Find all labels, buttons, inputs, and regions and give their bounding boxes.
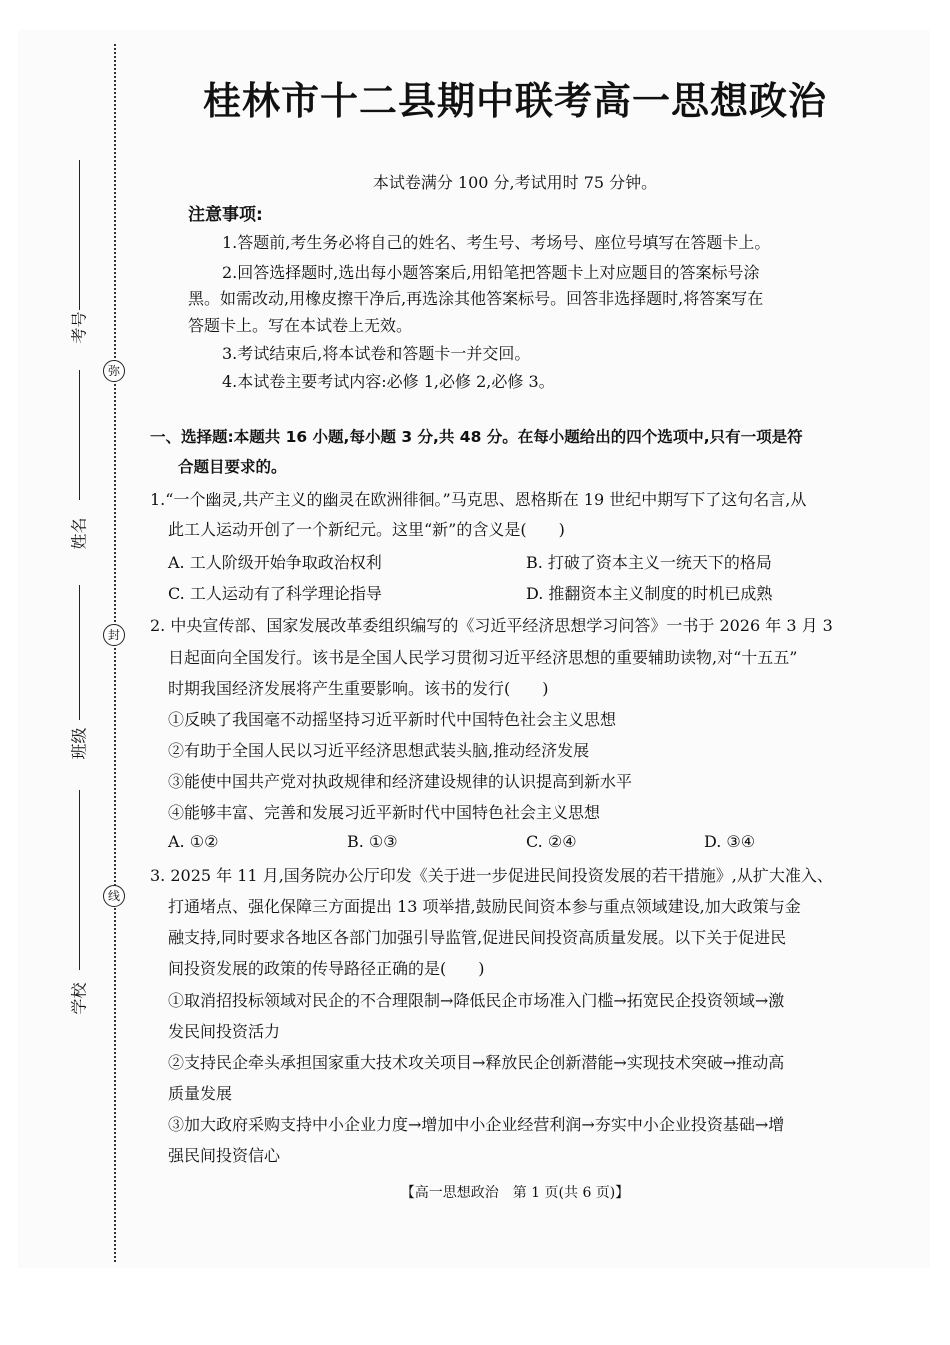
section-heading-line-1: 一、选择题:本题共 16 小题,每小题 3 分,共 48 分。在每小题给出的四个选项中,只有一项是符 <box>150 428 803 446</box>
seal-dotted-line <box>114 44 116 1262</box>
q1-stem-line-1: 1.“一个幽灵,共产主义的幽灵在欧洲徘徊。”马克思、恩格斯在 19 世纪中期写下了这句名言,从 <box>150 490 807 509</box>
q3-statement-2-line-1: ②支持民企牵头承担国家重大技术攻关项目→释放民企创新潜能→实现技术突破→推动高 <box>168 1053 785 1072</box>
seal-mark-feng: 封 <box>103 624 125 646</box>
school-fill-line <box>79 790 80 970</box>
q3-stem-line-4: 间投资发展的政策的传导路径正确的是( ) <box>168 959 485 978</box>
q2-statement-2: ②有助于全国人民以习近平经济思想武装头脑,推动经济发展 <box>168 741 590 760</box>
note-line-2: 2.回答选择题时,选出每小题答案后,用铅笔把答题卡上对应题目的答案标号涂 <box>222 263 760 282</box>
seal-mark-xian: 线 <box>103 885 125 907</box>
notes-heading: 注意事项: <box>188 205 263 225</box>
q3-statement-3-line-2: 强民间投资信心 <box>168 1146 281 1165</box>
q2-option-d: D. ③④ <box>704 832 756 851</box>
exam-title: 桂林市十二县期中联考高一思想政治 <box>202 79 827 123</box>
class-label: 班级 <box>69 727 89 760</box>
q2-statement-1: ①反映了我国毫不动摇坚持习近平新时代中国特色社会主义思想 <box>168 710 617 729</box>
section-heading-line-2: 合题目要求的。 <box>178 458 287 476</box>
q2-option-a: A. ①② <box>168 832 219 851</box>
q2-stem-line-1: 2. 中央宣传部、国家发展改革委组织编写的《习近平经济思想学习问答》一书于 2026 年 3 月 3 <box>150 616 833 635</box>
q1-option-b: B. 打破了资本主义一统天下的格局 <box>526 553 772 572</box>
page-footer: 【高一思想政治 第 1 页(共 6 页)】 <box>400 1185 630 1201</box>
q3-stem-line-3: 融支持,同时要求各地区各部门加强引导监管,促进民间投资高质量发展。以下关于促进民 <box>168 928 787 947</box>
q2-option-c: C. ②④ <box>526 832 577 851</box>
class-fill-line <box>79 585 80 720</box>
q3-stem-line-2: 打通堵点、强化保障三方面提出 13 项举措,鼓励民间资本参与重点领域建设,加大政策与金 <box>168 897 801 916</box>
seal-mark-mi: 弥 <box>103 360 125 382</box>
q1-option-c: C. 工人运动有了科学理论指导 <box>168 584 382 603</box>
q3-statement-1-line-1: ①取消招投标领域对民企的不合理限制→降低民企市场准入门槛→拓宽民企投资领域→激 <box>168 991 785 1010</box>
full-score-note: 本试卷满分 100 分,考试用时 75 分钟。 <box>372 173 658 192</box>
exam-no-fill-line <box>79 160 80 310</box>
note-line-1: 1.答题前,考生务必将自己的姓名、考生号、考场号、座位号填写在答题卡上。 <box>222 233 771 252</box>
note-line-4: 答题卡上。写在本试卷上无效。 <box>188 316 413 335</box>
q2-stem-line-2: 日起面向全国发行。该书是全国人民学习贯彻习近平经济思想的重要辅助读物,对“十五五” <box>168 648 798 667</box>
q1-option-d: D. 推翻资本主义制度的时机已成熟 <box>526 584 773 603</box>
note-line-6: 4.本试卷主要考试内容:必修 1,必修 2,必修 3。 <box>222 372 555 391</box>
exam-no-label: 考号 <box>69 311 89 344</box>
q2-option-b: B. ①③ <box>347 832 398 851</box>
q3-statement-1-line-2: 发民间投资活力 <box>168 1022 281 1041</box>
q2-statement-3: ③能使中国共产党对执政规律和经济建设规律的认识提高到新水平 <box>168 772 633 791</box>
q1-option-a: A. 工人阶级开始争取政治权利 <box>168 553 382 572</box>
q3-statement-2-line-2: 质量发展 <box>168 1084 233 1103</box>
q2-stem-line-3: 时期我国经济发展将产生重要影响。该书的发行( ) <box>168 679 549 698</box>
q2-statement-4: ④能够丰富、完善和发展习近平新时代中国特色社会主义思想 <box>168 803 601 822</box>
note-line-5: 3.考试结束后,将本试卷和答题卡一并交回。 <box>222 344 531 363</box>
q1-stem-line-2: 此工人运动开创了一个新纪元。这里“新”的含义是( ) <box>168 520 565 539</box>
name-fill-line <box>79 370 80 500</box>
q3-statement-3-line-1: ③加大政府采购支持中小企业力度→增加中小企业经营利润→夯实中小企业投资基础→增 <box>168 1115 785 1134</box>
name-label: 姓名 <box>69 517 89 550</box>
school-label: 学校 <box>69 982 89 1015</box>
q3-stem-line-1: 3. 2025 年 11 月,国务院办公厅印发《关于进一步促进民间投资发展的若干措施》,从扩大准入、 <box>150 866 833 885</box>
note-line-3: 黑。如需改动,用橡皮擦干净后,再选涂其他答案标号。回答非选择题时,将答案写在 <box>188 289 764 308</box>
